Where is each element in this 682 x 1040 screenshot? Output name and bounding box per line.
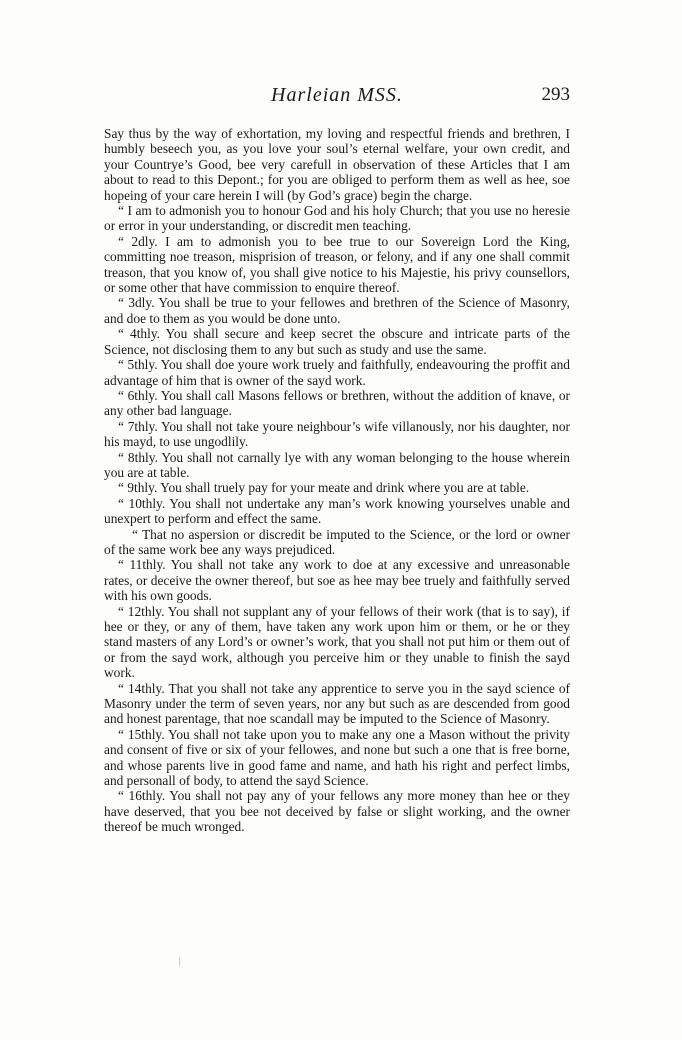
paragraph-article-8: “ 8thly. You shall not carnally lye with any woman belonging to the house wherein you are at table. (104, 449, 570, 480)
running-title: Harleian MSS. (271, 84, 403, 106)
paragraph-article-9: “ 9thly. You shall truely pay for your meate and drink where you are at table. (118, 480, 530, 496)
paragraph-article-3: “ 3dly. You shall be true to your fellowes and brethren of the Science of Masonry, and doe to them as you would be done unto. (104, 295, 570, 326)
paragraph-article-12: “ 12thly. You shall not supplant any of your fellows of their work (that is to say), if hee or they, or any of them, have taken any work upon him or them, or he or they stand masters of any Lord’s or owner’s work, that you shall not put him or them out of or from the sayd work, although you perceive him or they unable to finish the sayd work. (104, 603, 570, 681)
paragraph-article-11: “ 11thly. You shall not take any work to doe at any excessive and unreasonable rates, or deceive the owner thereof, but soe as hee may bee truely and faithfully served with his own goods. (104, 557, 570, 604)
paragraph-article-5: “ 5thly. You shall doe youre work truely and faithfully, endeavouring the proffit and advantage of him that is owner of the sayd work. (104, 357, 570, 388)
paragraph-article-14: “ 14thly. That you shall not take any apprentice to serve you in the sayd science of Masonry under the term of seven years, nor any but such as are descended from good and honest parentage, that noe scandall may be imputed to the Science of Masonry. (104, 680, 570, 727)
paragraph-intro: Say thus by the way of exhortation, my loving and respectful friends and brethren, I humbly beseech you, as you love your soul’s eternal welfare, your own credit, and your Countrye’s Good, bee very carefull in observation of these Articles that I am about to read to this Depont.; for you are obliged to perform them as well as hee, soe hopeing of your care herein I will (by God’s grace) begin the charge. (104, 126, 570, 203)
page-header (104, 84, 570, 110)
page-number: 293 (541, 84, 570, 105)
paragraph-article-15: “ 15thly. You shall not take upon you to make any one a Mason without the privity and consent of five or six of your fellowes, and none but such a one that is free borne, and whose parents live in good fame and name, and hath his right and perfect limbs, and personall of body, to attend the sayd Science. (104, 726, 570, 789)
paragraph-article-1: “ I am to admonish you to honour God and his holy Church; that you use no heresie or error in your understanding, or discredit men teaching. (104, 203, 570, 234)
paragraph-article-10-note: “ That no aspersion or discredit be imputed to the Science, or the lord or owner of the same work bee any ways prejudiced. (104, 526, 570, 557)
page-body (104, 126, 570, 835)
paragraph-article-6: “ 6thly. You shall call Masons fellows or brethren, without the addition of knave, or any other bad language. (104, 387, 570, 419)
paragraph-article-4: “ 4thly. You shall secure and keep secret the obscure and intricate parts of the Science, not disclosing them to any but such as study and use the same. (104, 326, 570, 357)
paragraph-article-16: “ 16thly. You shall not pay any of your fellows any more money than hee or they have deserved, that you bee not deceived by false or slight working, and the owner thereof be much wronged. (104, 788, 570, 835)
paragraph-article-2: “ 2dly. I am to admonish you to bee true to our Sovereign Lord the King, committing noe treason, misprision of treason, or felony, and if any one shall commit treason, that you know of, you shall give notice to his Majestie, his privy counsellors, or some other that have commission to enquire thereof. (104, 233, 570, 296)
paragraph-article-7: “ 7thly. You shall not take youre neighbour’s wife villanously, nor his daughter, nor his mayd, to use ungodlily. (104, 418, 570, 450)
paragraph-article-10: “ 10thly. You shall not undertake any man’s work knowing yourselves unable and unexpert to perform and effect the same. (104, 495, 570, 527)
printer-mark (179, 957, 180, 966)
